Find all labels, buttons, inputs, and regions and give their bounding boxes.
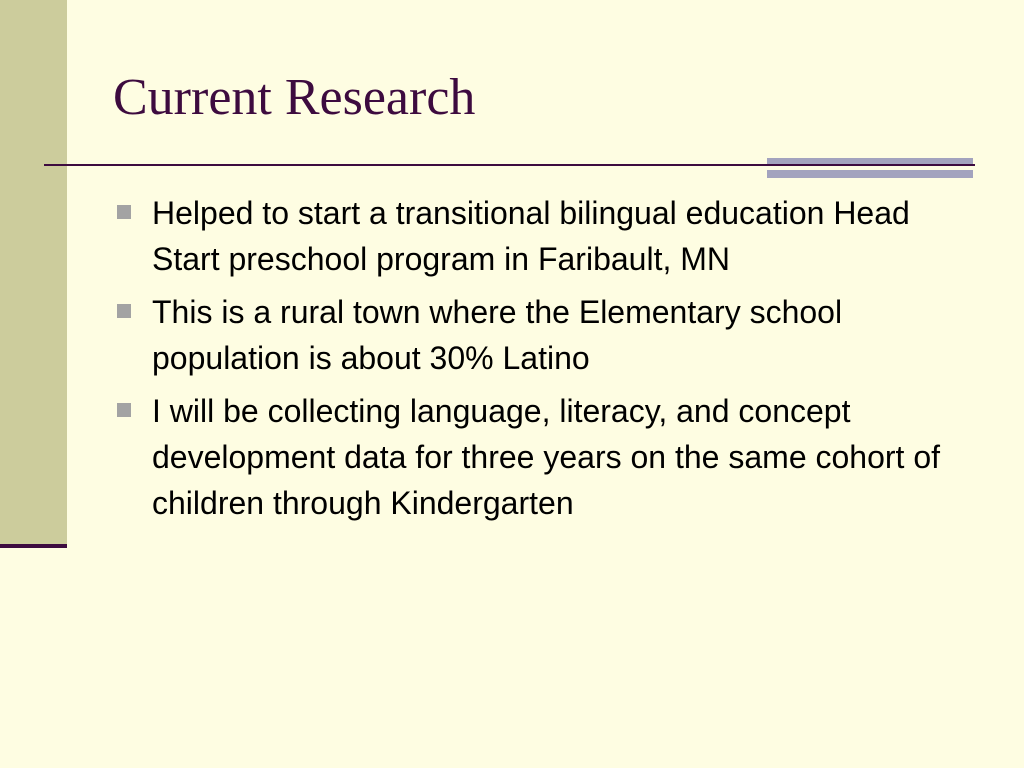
left-band-rule	[0, 544, 67, 548]
bullet-text: This is a rural town where the Elementary school population is about 30% Latino	[152, 294, 843, 376]
bullet-item	[115, 190, 975, 282]
bullet-item	[115, 289, 975, 381]
bullet-item	[115, 388, 975, 526]
bullet-list	[115, 190, 975, 533]
title-divider-line	[44, 164, 975, 166]
accent-bar-bottom	[767, 170, 973, 178]
bullet-text: I will be collecting language, literacy, and concept development data for three years on the same cohort of children through Kindergarten	[152, 393, 941, 521]
square-bullet-icon	[117, 403, 131, 417]
bullet-text: Helped to start a transitional bilingual education Head Start preschool program in Faribault, MN	[152, 195, 910, 277]
square-bullet-icon	[117, 205, 131, 219]
accent-bar-top	[767, 158, 973, 164]
slide-title: Current Research	[113, 69, 476, 126]
left-decorative-band	[0, 0, 67, 544]
square-bullet-icon	[117, 304, 131, 318]
